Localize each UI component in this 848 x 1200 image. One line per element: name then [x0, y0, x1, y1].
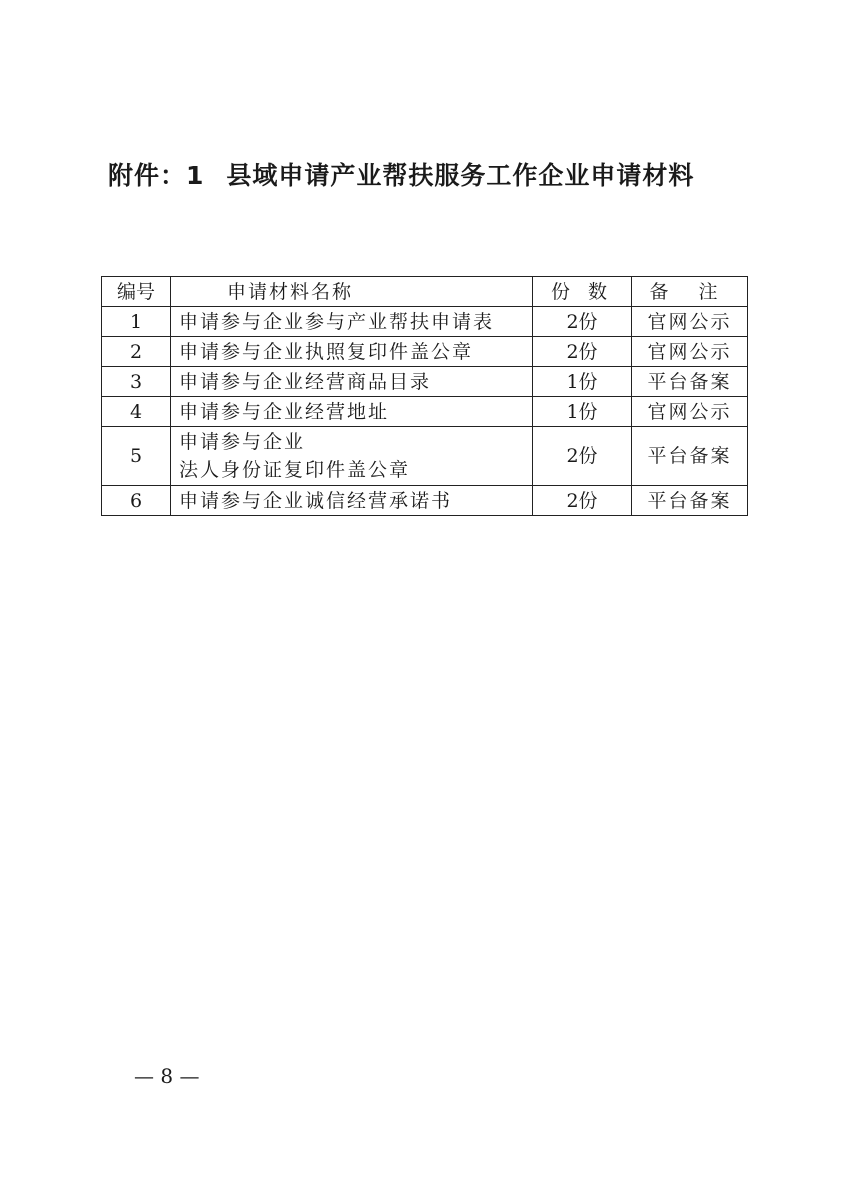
- row-count: 1份: [533, 367, 632, 397]
- table-row: [102, 337, 748, 367]
- row-name-line: 申请参与企业: [179, 431, 306, 453]
- header-count: 份 数: [533, 277, 632, 307]
- row-note: 官网公示: [632, 307, 748, 337]
- row-count: 2份: [533, 427, 632, 486]
- header-name: 申请材料名称: [171, 277, 533, 307]
- table-row: [102, 486, 748, 516]
- row-no: 2: [102, 337, 171, 367]
- row-name-line: 申请参与企业执照复印件盖公章: [179, 340, 474, 363]
- row-no: 6: [102, 486, 171, 516]
- row-no: 1: [102, 307, 171, 337]
- table-header-row: [102, 277, 748, 307]
- page-number: — 8 —: [134, 1064, 200, 1088]
- header-no: 编号: [102, 277, 171, 307]
- row-note: 平台备案: [632, 367, 748, 397]
- row-count: 2份: [533, 486, 632, 516]
- title-prefix: 附件：1: [108, 161, 205, 190]
- row-no: 5: [102, 427, 171, 486]
- header-note: 备 注: [632, 277, 748, 307]
- row-count: 2份: [533, 337, 632, 367]
- table-row: [102, 307, 748, 337]
- row-name-line: 申请参与企业诚信经营承诺书: [179, 489, 453, 512]
- row-name: [171, 486, 533, 516]
- table-row: [102, 397, 748, 427]
- table-row: [102, 427, 748, 486]
- row-count: 1份: [533, 397, 632, 427]
- row-note: 官网公示: [632, 337, 748, 367]
- row-name-line: 申请参与企业参与产业帮扶申请表: [179, 310, 495, 333]
- document-title: [108, 156, 694, 192]
- row-name: [171, 307, 533, 337]
- row-name: [171, 337, 533, 367]
- row-name-line: 法人身份证复印件盖公章: [179, 459, 411, 481]
- title-text: 县域申请产业帮扶服务工作企业申请材料: [226, 161, 695, 190]
- row-name: [171, 397, 533, 427]
- row-name-line: 申请参与企业经营地址: [179, 400, 390, 423]
- row-note: 官网公示: [632, 397, 748, 427]
- table-row: [102, 367, 748, 397]
- materials-table: [101, 276, 748, 516]
- row-note: 平台备案: [632, 486, 748, 516]
- row-no: 3: [102, 367, 171, 397]
- row-count: 2份: [533, 307, 632, 337]
- row-name-line: 申请参与企业经营商品目录: [179, 370, 432, 393]
- row-note: 平台备案: [632, 427, 748, 486]
- row-name: [171, 427, 533, 486]
- row-no: 4: [102, 397, 171, 427]
- row-name: [171, 367, 533, 397]
